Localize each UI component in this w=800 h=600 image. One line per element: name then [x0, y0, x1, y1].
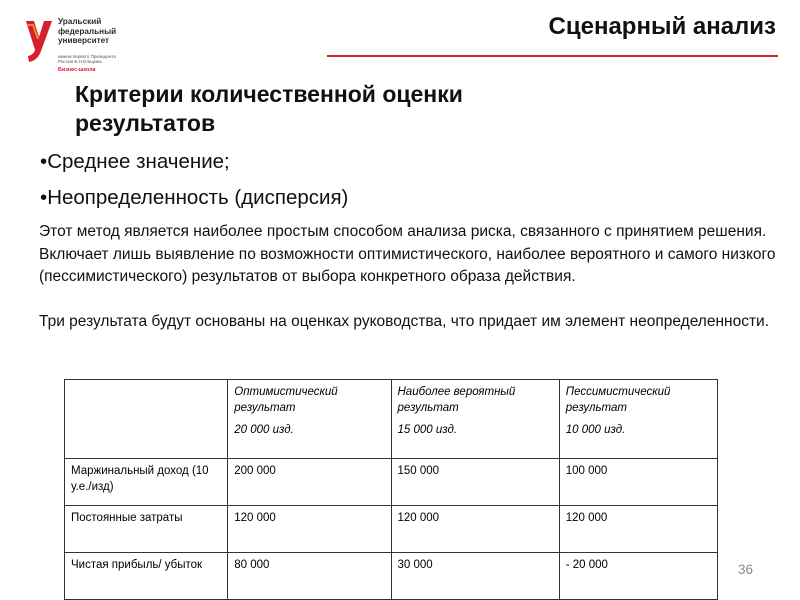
scenario-table: [64, 379, 718, 600]
table-cell: 30 000: [391, 553, 559, 600]
title-divider: [327, 55, 778, 57]
table-header-optimistic: Оптимистический результат 20 000 изд.: [228, 380, 391, 459]
table-row: [65, 553, 718, 600]
table-cell: 120 000: [391, 506, 559, 553]
row-label: Маржинальный доход (10 у.е./изд): [65, 459, 228, 506]
table-cell: 120 000: [559, 506, 717, 553]
paragraph-method: Этот метод является наиболее простым способом анализа риска, связанного с принятием решения. Включает лишь выявление по возможности оптимистического, наиболее вероятного и самого низкого (пессимистического) результатов от выбора конкретного образа действия.: [39, 223, 776, 285]
slide-title: Сценарный анализ: [548, 13, 776, 40]
table-cell: 120 000: [228, 506, 391, 553]
table-header-row: [65, 380, 718, 459]
university-logo: [24, 15, 134, 77]
table-header-pessimistic: Пессимистический результат 10 000 изд.: [559, 380, 717, 459]
logo-school-name: Бизнес-школа: [58, 67, 96, 73]
logo-subtitle: имени первого Президента России Б.Н.Ельцина: [58, 54, 116, 65]
bullet-item-variance: •Неопределенность (дисперсия): [40, 186, 349, 209]
table-cell: 80 000: [228, 553, 391, 600]
table-cell: 200 000: [228, 459, 391, 506]
table-header-likely: Наиболее вероятный результат 15 000 изд.: [391, 380, 559, 459]
row-label: Постоянные затраты: [65, 506, 228, 553]
table-corner-cell: [65, 380, 228, 459]
logo-wordmark: Уральский федеральный университет: [58, 17, 117, 46]
paragraph-uncertainty: Три результата будут основаны на оценках руководства, что придает им элемент неопределенности.: [39, 313, 770, 330]
urfu-logo-icon: [24, 17, 54, 65]
table-row: [65, 506, 718, 553]
table-cell: 150 000: [391, 459, 559, 506]
table-row: [65, 459, 718, 506]
section-heading: Критерии количественной оценки результатов: [75, 81, 463, 136]
table-cell: 100 000: [559, 459, 717, 506]
table-cell: - 20 000: [559, 553, 717, 600]
row-label: Чистая прибыль/ убыток: [65, 553, 228, 600]
page-number: 36: [738, 562, 754, 577]
bullet-item-mean: •Среднее значение;: [40, 150, 230, 173]
